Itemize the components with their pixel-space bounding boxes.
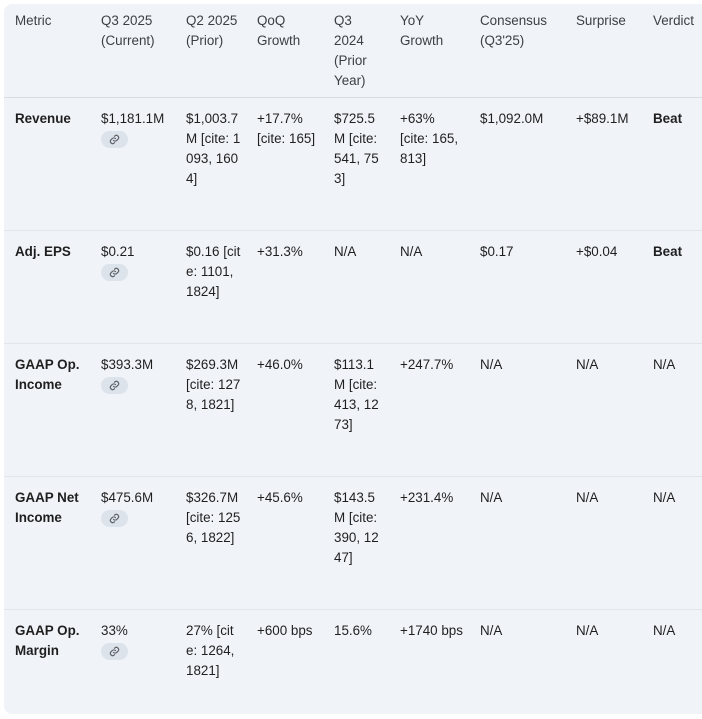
verdict-cell: Beat (653, 111, 683, 126)
current-cell (90, 610, 175, 715)
prior-year-cell: 15.6% (334, 623, 372, 638)
prior-cell: $1,003.7M [cite: 1093, 1604] (186, 111, 241, 186)
metric-cell: GAAP Op. Margin (15, 623, 80, 658)
citation-chip[interactable] (101, 377, 128, 394)
table-row (4, 477, 702, 610)
current-cell (90, 231, 175, 344)
link-icon (109, 134, 120, 145)
header-verdict: Verdict (653, 13, 694, 28)
table-row (4, 98, 702, 231)
table-header-row (4, 4, 702, 98)
earnings-results-table (4, 4, 702, 714)
consensus-cell: N/A (480, 357, 503, 372)
header-metric: Metric (15, 13, 52, 28)
prior-year-cell: $143.5M [cite: 390, 1247] (334, 490, 379, 565)
current-cell (90, 344, 175, 477)
prior-cell: $269.3M [cite: 1278, 1821] (186, 357, 241, 412)
prior-cell: $326.7M [cite: 1256, 1822] (186, 490, 241, 545)
metric-cell: Adj. EPS (15, 244, 71, 259)
current-cell (90, 477, 175, 610)
qoq-cell: +45.6% (257, 490, 303, 505)
prior-year-cell: $113.1M [cite: 413, 1273] (334, 357, 379, 432)
table-row (4, 610, 702, 715)
header-consensus: Consensus (Q3'25) (480, 13, 547, 48)
yoy-cell: +1740 bps (400, 623, 463, 638)
yoy-cell: N/A (400, 244, 423, 259)
table-row (4, 231, 702, 344)
link-icon (109, 380, 120, 391)
results-table-card (4, 4, 702, 714)
link-icon (109, 513, 120, 524)
consensus-cell: N/A (480, 490, 503, 505)
metric-cell: GAAP Net Income (15, 490, 79, 525)
current-value: $393.3M (101, 357, 154, 372)
prior-year-cell: $725.5M [cite: 541, 753] (334, 111, 379, 186)
surprise-cell: N/A (576, 490, 599, 505)
metric-cell: Revenue (15, 111, 71, 126)
prior-cell: 27% [cite: 1264, 1821] (186, 623, 235, 678)
current-value: $1,181.1M (101, 111, 165, 126)
qoq-cell: +17.7% [cite: 165] (257, 111, 316, 146)
surprise-cell: N/A (576, 357, 599, 372)
current-value: $475.6M (101, 490, 154, 505)
current-cell (90, 98, 175, 231)
yoy-cell: +63% [cite: 165, 813] (400, 111, 459, 166)
header-q2-2025-prior: Q2 2025 (Prior) (186, 13, 238, 48)
yoy-cell: +231.4% (400, 490, 454, 505)
consensus-cell: N/A (480, 623, 503, 638)
surprise-cell: +$0.04 (576, 244, 618, 259)
verdict-cell: N/A (653, 623, 676, 638)
citation-chip[interactable] (101, 264, 128, 281)
surprise-cell: +$89.1M (576, 111, 629, 126)
verdict-cell: N/A (653, 490, 676, 505)
current-value: 33% (101, 623, 128, 638)
header-q3-2025-current: Q3 2025 (Current) (101, 13, 155, 48)
verdict-cell: Beat (653, 244, 683, 259)
table-row (4, 344, 702, 477)
current-value: $0.21 (101, 244, 135, 259)
prior-cell: $0.16 [cite: 1101, 1824] (186, 244, 241, 299)
qoq-cell: +46.0% (257, 357, 303, 372)
header-q3-2024-prior-year: Q3 2024 (Prior Year) (334, 13, 367, 88)
consensus-cell: $1,092.0M (480, 111, 544, 126)
yoy-cell: +247.7% (400, 357, 454, 372)
surprise-cell: N/A (576, 623, 599, 638)
header-yoy-growth: YoY Growth (400, 13, 444, 48)
link-icon (109, 646, 120, 657)
qoq-cell: +31.3% (257, 244, 303, 259)
citation-chip[interactable] (101, 643, 128, 660)
header-qoq-growth: QoQ Growth (257, 13, 301, 48)
metric-cell: GAAP Op. Income (15, 357, 80, 392)
qoq-cell: +600 bps (257, 623, 313, 638)
citation-chip[interactable] (101, 131, 128, 148)
prior-year-cell: N/A (334, 244, 357, 259)
header-surprise: Surprise (576, 13, 626, 28)
link-icon (109, 267, 120, 278)
citation-chip[interactable] (101, 510, 128, 527)
verdict-cell: N/A (653, 357, 676, 372)
consensus-cell: $0.17 (480, 244, 514, 259)
